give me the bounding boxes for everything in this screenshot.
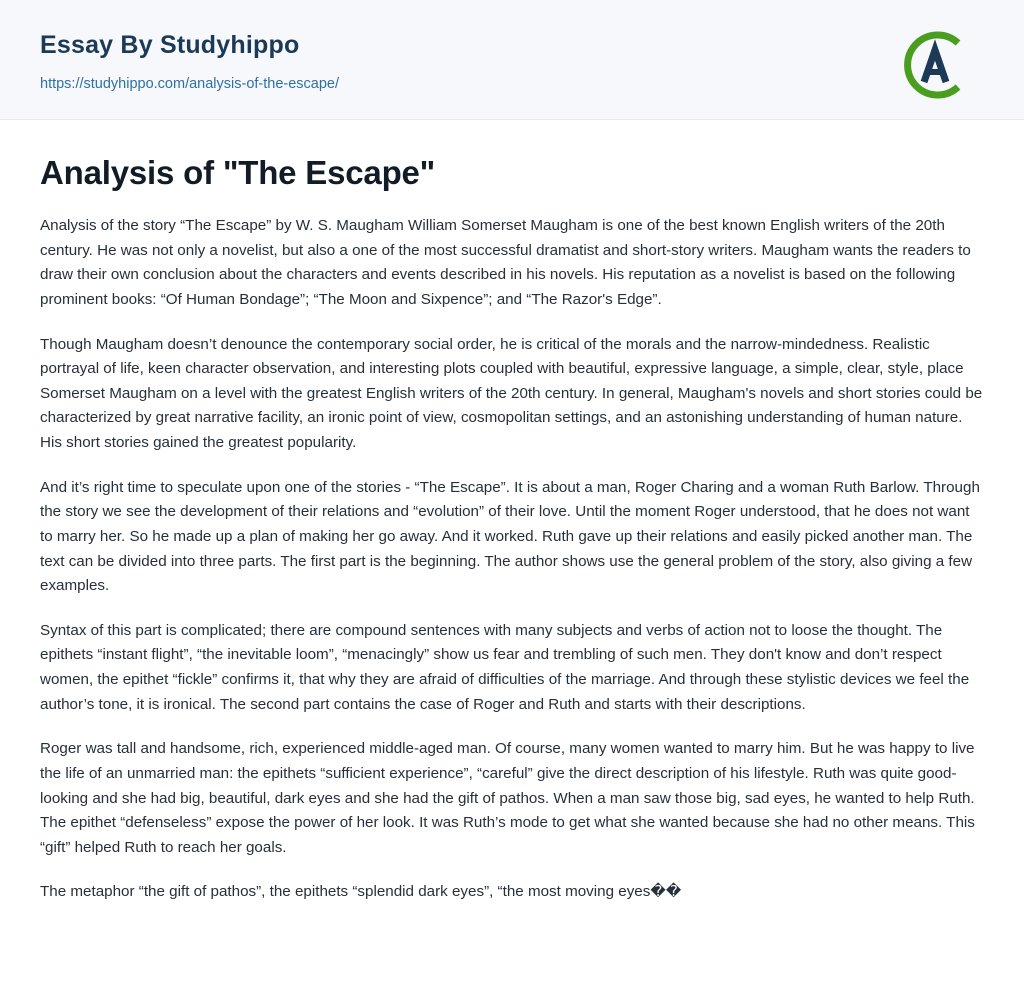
studyhippo-a-logo-icon bbox=[896, 26, 974, 104]
source-url[interactable]: https://studyhippo.com/analysis-of-the-escape/ bbox=[40, 75, 340, 92]
page-title: Analysis of "The Escape" bbox=[40, 154, 436, 191]
article-paragraph: Though Maugham doesn’t denounce the contemporary social order, he is critical of the morals and the narrow-mindedness. Realistic portrayal of life, keen character observation, and interesting plots coupled with beautiful, expressive language, a simple, clear, style, place Somerset Maugham on a level with the greatest English writers of the 20th century. In general, Maugham's novels and short stories could be characterized by great narrative facility, an ironic point of view, cosmopolitan settings, and an astonishing understanding of human nature. His short stories gained the greatest popularity. bbox=[40, 335, 983, 451]
brand-block bbox=[40, 24, 339, 93]
site-brand-title: Essay By Studyhippo bbox=[40, 31, 300, 59]
article-body bbox=[0, 120, 1024, 945]
article-paragraph: And it’s right time to speculate upon one of the stories - “The Escape”. It is about a man, Roger Charing and a woman Ruth Barlow. Through the story we see the development of their relations and “evolution” of their love. Until the moment Roger understood, that he does not want to marry her. So he made up a plan of making her go away. And it worked. Ruth gave up their relations and easily picked another man. The text can be divided into three parts. The first part is the beginning. The author shows use the general problem of the story, also giving a few examples. bbox=[40, 478, 980, 595]
article-paragraph: The metaphor “the gift of pathos”, the epithets “splendid dark eyes”, “the most moving eyes�� bbox=[40, 883, 682, 901]
article-paragraph: Analysis of the story “The Escape” by W. S. Maugham William Somerset Maugham is one of the best known English writers of the 20th century. He was not only a novelist, but also a one of the most successful dramatist and short-story writers. Maugham wants the readers to draw their own conclusion about the characters and events described in his novels. His reputation as a novelist is based on the following prominent books: “Of Human Bondage”; “The Moon and Sixpence”; and “The Razor's Edge”. bbox=[40, 217, 971, 308]
article-paragraph: Syntax of this part is complicated; there are compound sentences with many subjects and verbs of action not to loose the thought. The epithets “instant flight”, “the inevitable loom”, “menacingly” show us fear and trembling of such men. They don't know and don’t respect women, the epithet “fickle” confirms it, that why they are afraid of difficulties of the marriage. And through these stylistic devices we feel the author’s tone, it is ironical. The second part contains the case of Roger and Ruth and starts with their descriptions. bbox=[40, 621, 970, 713]
site-header bbox=[0, 0, 1024, 120]
article-paragraph: Roger was tall and handsome, rich, experienced middle-aged man. Of course, many women wanted to marry him. But he was happy to live the life of an unmarried man: the epithets “sufficient experience”, “careful” give the direct description of his lifestyle. Ruth was quite good-looking and she had big, beautiful, dark eyes and she had the gift of pathos. When a man saw those big, sad eyes, he wanted to help Ruth. The epithet “defenseless” expose the power of her look. It was Ruth’s mode to get what she wanted because she had no other means. This “gift” helped Ruth to reach her goals. bbox=[40, 740, 975, 856]
